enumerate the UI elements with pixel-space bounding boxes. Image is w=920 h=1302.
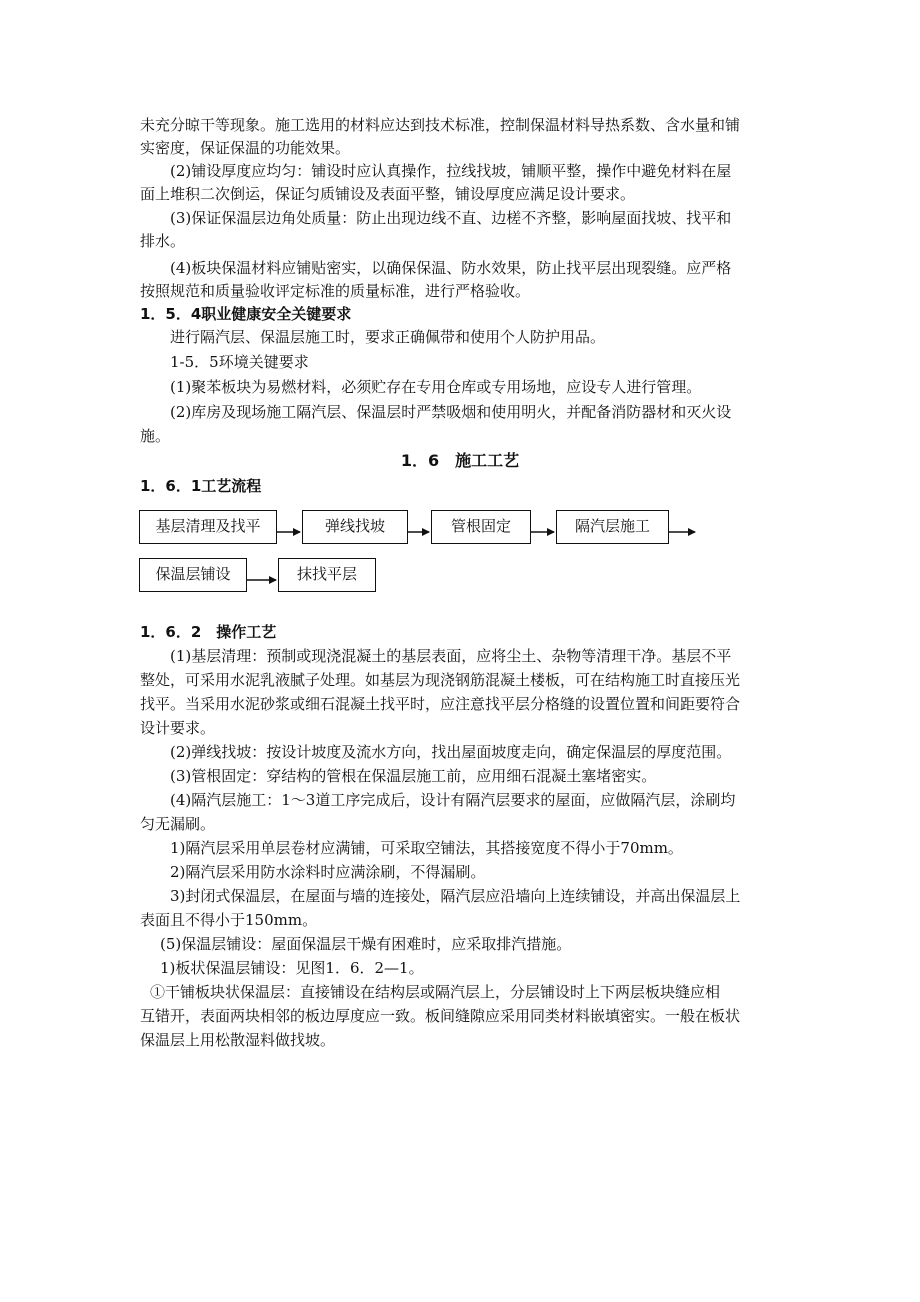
paragraph-line: 1)隔汽层采用单层卷材应满铺，可采取空铺法，其搭接宽度不得小于70mm。 bbox=[170, 839, 683, 857]
section-heading-1-6-2: 1．6．2 操作工艺 bbox=[140, 623, 277, 641]
paragraph-line: (3)保证保温层边角处质量：防止出现边线不直、边槎不齐整，影响屋面找坡、找平和 bbox=[170, 209, 732, 227]
paragraph-line: 匀无漏刷。 bbox=[140, 815, 216, 833]
paragraph-line: ①干铺板块状保温层：直接铺设在结构层或隔汽层上，分层铺设时上下两层板块缝应相 bbox=[150, 983, 721, 1001]
flow-step-insulation-laying: 保温层铺设 bbox=[139, 558, 247, 592]
paragraph-line: 实密度，保证保温的功能效果。 bbox=[140, 139, 351, 157]
paragraph-line: 面上堆积二次倒运，保证匀质铺设及表面平整，铺设厚度应满足设计要求。 bbox=[140, 185, 636, 203]
flow-step-leveling-layer: 抹找平层 bbox=[278, 558, 376, 592]
section-heading-1-6-1: 1．6．1工艺流程 bbox=[140, 477, 262, 495]
paragraph-line: (4)隔汽层施工：1～3道工序完成后，设计有隔汽层要求的屋面，应做隔汽层，涂刷均 bbox=[170, 791, 736, 809]
paragraph-line: (2)铺设厚度应均匀：铺设时应认真操作，拉线找坡，铺顺平整，操作中避免材料在屋 bbox=[170, 162, 732, 180]
paragraph-line: (5)保温层铺设：屋面保温层干燥有困难时，应采取排汽措施。 bbox=[160, 935, 572, 953]
paragraph-line: 表面且不得小于150mm。 bbox=[140, 911, 318, 929]
flow-step-vapor-barrier: 隔汽层施工 bbox=[556, 510, 669, 544]
paragraph-line: (1)基层清理：预制或现浇混凝土的基层表面，应将尘土、杂物等清理干净。基层不平 bbox=[170, 647, 732, 665]
paragraph-line: 3)封闭式保温层，在屋面与墙的连接处，隔汽层应沿墙向上连续铺设，并高出保温层上 bbox=[170, 887, 741, 905]
paragraph-line: 未充分晾干等现象。施工选用的材料应达到技术标准，控制保温材料导热系数、含水量和铺 bbox=[140, 116, 741, 134]
paragraph-line: 2)隔汽层采用防水涂料时应满涂刷，不得漏刷。 bbox=[170, 863, 486, 881]
paragraph-line: 保温层上用松散湿料做找坡。 bbox=[140, 1031, 336, 1049]
flow-step-pipe-fixing: 管根固定 bbox=[431, 510, 531, 544]
paragraph-line: 施。 bbox=[140, 427, 171, 445]
paragraph-line: 互错开，表面两块相邻的板边厚度应一致。板间缝隙应采用同类材料嵌填密实。一般在板状 bbox=[140, 1007, 741, 1025]
paragraph-line: (1)聚苯板块为易燃材料，必须贮存在专用仓库或专用场地，应设专人进行管理。 bbox=[170, 378, 702, 396]
paragraph-line: 进行隔汽层、保温层施工时，要求正确佩带和使用个人防护用品。 bbox=[170, 328, 606, 346]
section-heading-1-5-4: 1．5．4职业健康安全关键要求 bbox=[140, 305, 352, 323]
flow-step-base-cleaning: 基层清理及找平 bbox=[139, 510, 277, 544]
paragraph-line: 排水。 bbox=[140, 232, 186, 250]
paragraph-line: (2)弹线找坡：按设计坡度及流水方向，找出屋面坡度走向，确定保温层的厚度范围。 bbox=[170, 743, 732, 761]
paragraph-line: 整处，可采用水泥乳液腻子处理。如基层为现浇钢筋混凝土楼板，可在结构施工时直接压光 bbox=[140, 671, 741, 689]
flow-step-slope-marking: 弹线找坡 bbox=[302, 510, 408, 544]
paragraph-line: 按照规范和质量验收评定标准的质量标准，进行严格验收。 bbox=[140, 282, 531, 300]
paragraph-line: 设计要求。 bbox=[140, 719, 216, 737]
paragraph-line: 找平。当采用水泥砂浆或细石混凝土找平时，应注意找平层分格缝的设置位置和间距要符合 bbox=[140, 695, 741, 713]
paragraph-line: (4)板块保温材料应铺贴密实，以确保保温、防水效果，防止找平层出现裂缝。应严格 bbox=[170, 259, 732, 277]
section-heading-1-6: 1．6 施工工艺 bbox=[400, 451, 520, 470]
paragraph-line: 1)板状保温层铺设：见图1．6．2—1。 bbox=[160, 959, 424, 977]
paragraph-line: (2)库房及现场施工隔汽层、保温层时严禁吸烟和使用明火，并配备消防器材和灭火设 bbox=[170, 403, 732, 421]
paragraph-line: (3)管根固定：穿结构的管根在保温层施工前，应用细石混凝土塞堵密实。 bbox=[170, 767, 657, 785]
section-heading-1-5-5: 1-5．5环境关键要求 bbox=[170, 353, 309, 371]
